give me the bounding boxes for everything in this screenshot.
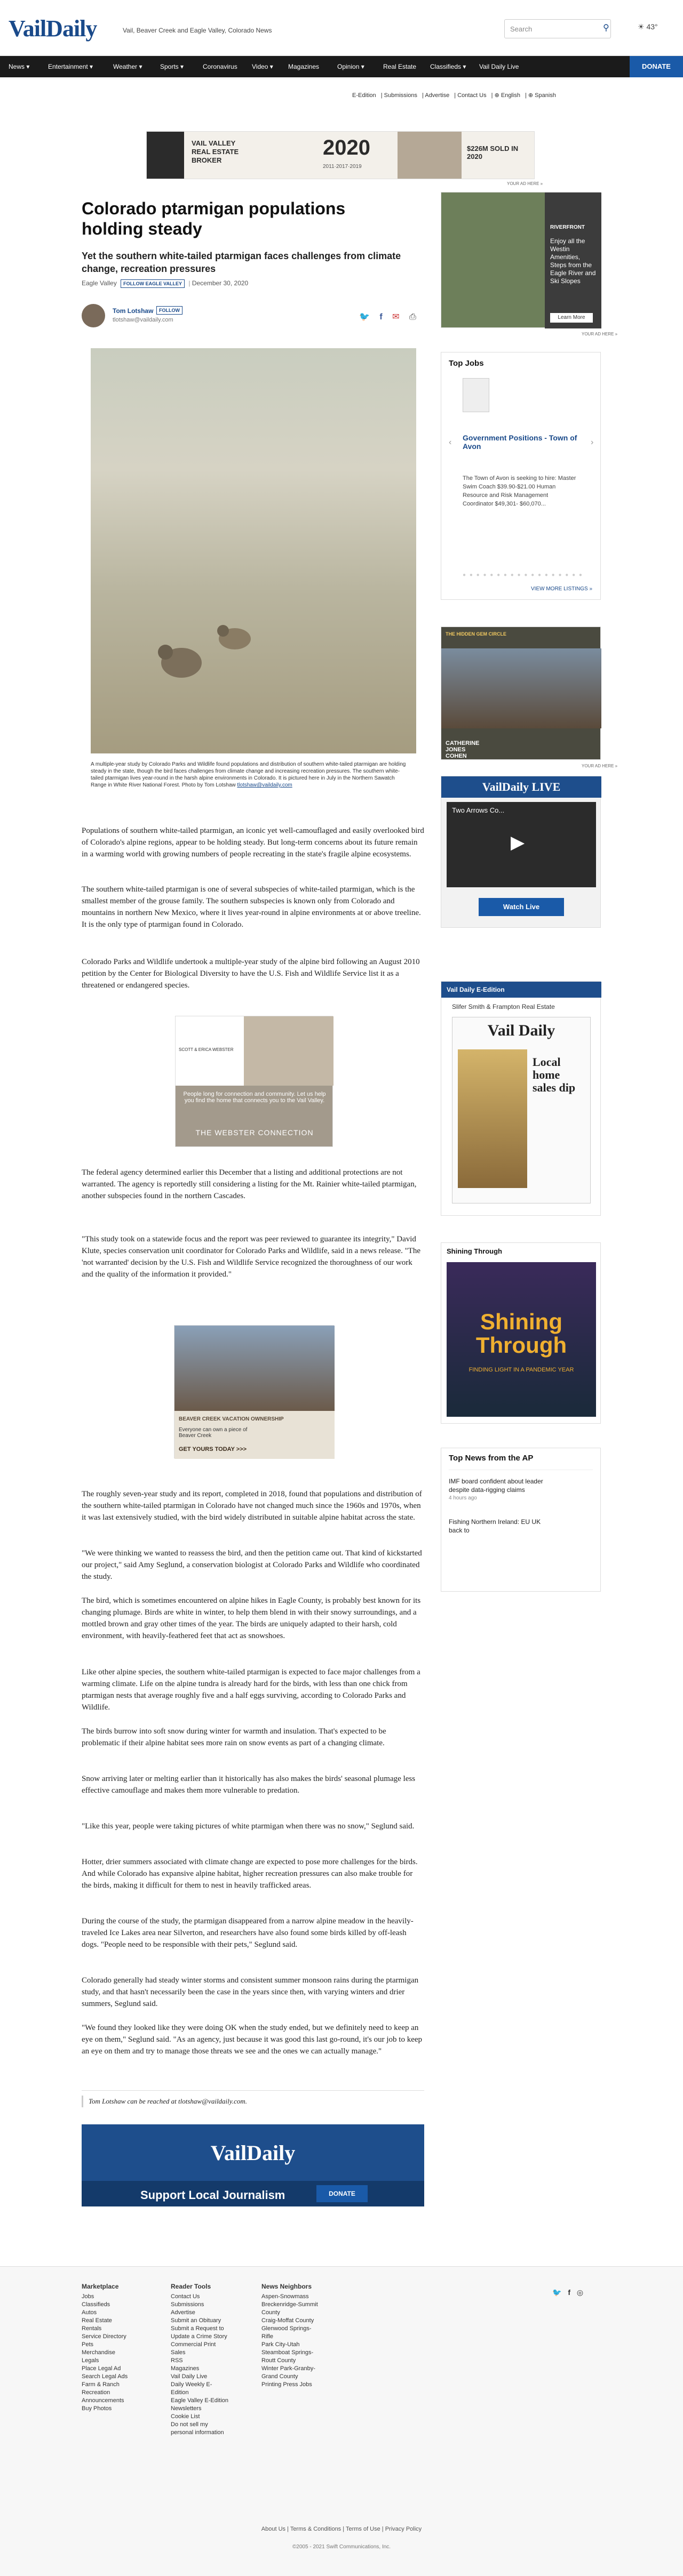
share-toolbar [359, 311, 424, 322]
article-paragraph: The southern white-tailed ptarmigan is one of several subspecies of white-tailed ptarmigan, which is the smallest member of the grouse family. The southern subspecies is known only from Colorado and mountains in northern New Mexico, where it lives year-round in alpine environments at or above treeline. It is the only type of ptarmigan found in Colorado. [82, 885, 421, 929]
section-link[interactable]: Eagle Valley [82, 279, 117, 287]
riverfront-text: Enjoy all the Westin Amenities, Steps from the Eagle River and Ski Slopes [550, 237, 596, 285]
footer-link[interactable]: Eagle Valley E-Edition [171, 2397, 229, 2404]
footer-link[interactable]: Winter Park-Granby-Grand County [261, 2365, 315, 2380]
instagram-icon[interactable]: ◎ [576, 2288, 584, 2297]
footer-link[interactable]: Craig-Moffat County [261, 2317, 314, 2324]
search-icon[interactable]: ⚲ [603, 23, 609, 33]
live-video-player[interactable] [447, 802, 596, 887]
photo-caption [91, 761, 411, 789]
util-link-spanish[interactable]: | ⊕ Spanish [525, 92, 556, 99]
article-section-line [82, 279, 248, 287]
ad-title: VAIL VALLEY REAL ESTATE BROKER [192, 139, 239, 164]
top-ad-banner[interactable] [146, 131, 535, 179]
sidebar-ad-label-2[interactable]: YOUR AD HERE » [582, 764, 618, 768]
site-footer [0, 2266, 683, 2576]
ad-years-sub: 2011·2017·2019 [323, 164, 362, 170]
footer-link[interactable]: Steamboat Springs-Routt County [261, 2349, 314, 2364]
util-link-english[interactable]: | ⊕ English [491, 92, 520, 99]
webster-title: THE WEBSTER CONNECTION [195, 1128, 314, 1137]
shining-through-widget [441, 1242, 601, 1424]
catherine-brand: CATHERINE JONES COHEN [446, 740, 480, 759]
footer-link[interactable]: Classifieds [82, 2301, 110, 2308]
follow-author-button[interactable]: FOLLOW [156, 306, 182, 315]
eedition-cover[interactable] [452, 1017, 591, 1203]
site-tagline: Vail, Beaver Creek and Eagle Valley, Colorado News [123, 27, 272, 34]
eedition-sponsor[interactable]: Slifer Smith & Frampton Real Estate [452, 1003, 555, 1010]
footer-link[interactable]: Search Legal Ads [82, 2373, 128, 2380]
eedition-widget [441, 981, 601, 1216]
shining-image-title: Shining Through [475, 1309, 567, 1358]
shining-title: Shining Through [447, 1247, 502, 1255]
footer-link[interactable]: Buy Photos [82, 2405, 112, 2412]
article-paragraph: During the course of the study, the ptarmigan disappeared from a narrow alpine meadow in the heavily-traveled Ice Lakes area near Silverton, and researchers have also found some birds killed by off-leash dogs. "People need to be responsible with their pets," Seglund said. [82, 1917, 414, 1949]
sidebar-ad-riverfront[interactable] [441, 192, 601, 328]
nav-item-coronavirus[interactable]: Coronavirus [203, 63, 237, 70]
caption-email[interactable]: tlotshaw@vaildaily.com [237, 782, 292, 788]
article-paragraph: Like other alpine species, the southern white-tailed ptarmigan is expected to face major challenges from a warming climate. Life on the alpine tundra is already hard for the birds, with less than one chick from ptarmigan nests that average roughly five and a half eggs surviving, according to Colorado Parks and Wildlife. [82, 1668, 420, 1712]
article-headline: Colorado ptarmigan populations holding steady [82, 199, 346, 238]
promo-text: Support Local Journalism [140, 2188, 285, 2202]
footer-link[interactable]: Recreation [82, 2389, 110, 2396]
riverfront-panel [545, 192, 601, 328]
article-hero-image[interactable] [91, 348, 416, 753]
article-date: December 30, 2020 [192, 279, 249, 287]
footer-heading: News Neighbors [261, 2283, 312, 2290]
author-name[interactable]: Tom Lotshaw [113, 307, 154, 315]
footer-bottom-links[interactable]: About Us | Terms & Conditions | Terms of Use | Privacy Policy [261, 2526, 422, 2532]
footer-link[interactable]: Newsletters [171, 2405, 202, 2412]
footer-link[interactable]: Autos [82, 2309, 97, 2316]
support-journalism-banner[interactable] [82, 2124, 424, 2206]
article-paragraph: The federal agency determined earlier this December that a listing and additional protections are not warranted. The agency is reportedly still considering a listing for the Mt. Rainier white-tailed ptarmigan, another subspecies found in the northern Cascades. [82, 1168, 417, 1200]
nav-item-sports[interactable]: Sports ▾ [160, 63, 184, 70]
util-link-contact[interactable]: | Contact Us [454, 92, 487, 99]
footer-link[interactable]: Jobs [82, 2293, 94, 2300]
promo-donate-button[interactable]: DONATE [316, 2185, 368, 2202]
footer-link[interactable]: Breckenridge-Summit County [261, 2301, 318, 2316]
footer-link[interactable]: Submissions [171, 2301, 204, 2308]
footer-link[interactable]: Rentals [82, 2325, 102, 2332]
article-subhead: Yet the southern white-tailed ptarmigan faces challenges from climate change, recreation pressures [82, 251, 401, 274]
webster-names: SCOTT & ERICA WEBSTER [179, 1047, 234, 1052]
carousel-dots[interactable]: ● ● ● ● ● ● ● ● ● ● ● ● ● ● ● ● ● ● [463, 572, 583, 578]
footer-col-reader-tools [171, 2283, 229, 2437]
article-paragraph: Populations of southern white-tailed ptarmigan, an iconic yet well-camouflaged and easily overlooked bird of Colorado's alpine regions, appear to be holding steady. But long-term concerns about its future remain in a warming world with growing numbers of people recreating in the state's fragile alpine ecosystems. [82, 826, 424, 858]
eedition-cover-photo [458, 1049, 527, 1188]
ad-year: 2020 [323, 136, 370, 159]
footer-col-marketplace [82, 2283, 128, 2413]
nav-item-vail-daily-live[interactable]: Vail Daily Live [479, 63, 519, 70]
ap-title: Top News from the AP [449, 1454, 534, 1463]
beaver-creek-photo [174, 1326, 335, 1411]
beaver-creek-ad[interactable] [174, 1325, 334, 1458]
nav-item-entertainment[interactable]: Entertainment ▾ [48, 63, 93, 70]
footer-copyright: ©2005 - 2021 Swift Communications, Inc. [292, 2544, 391, 2550]
footer-link[interactable]: Farm & Ranch [82, 2381, 120, 2388]
job-title[interactable]: Government Positions - Town of Avon [463, 434, 577, 451]
article-paragraph: The bird, which is sometimes encountered on alpine hikes in Eagle County, is probably best known for its changing plumage. Birds are white in winter, to help them blend in with their snowy surroundings, and a mottled brown and gray other times of the year. The birds are uniquely adapted to their harsh, cold environment, with heavily-feathered feet that act as snowshoes. [82, 1596, 421, 1640]
ap-headline: Fishing Northern Ireland: EU UK back to [449, 1518, 541, 1534]
play-icon[interactable]: ▶ [511, 832, 525, 853]
webster-photo [244, 1016, 333, 1086]
nav-item-real-estate[interactable]: Real Estate [383, 63, 417, 70]
ad-label[interactable]: YOUR AD HERE » [507, 181, 543, 186]
catherine-ad-photo [441, 648, 601, 728]
footer-link[interactable]: RSS [171, 2357, 183, 2364]
footer-link[interactable]: Announcements [82, 2397, 124, 2404]
author-avatar[interactable] [82, 304, 105, 327]
live-video-title: Two Arrows Co... [452, 806, 505, 814]
vail-daily-live-widget [441, 776, 601, 928]
footer-link[interactable]: Pets [82, 2341, 94, 2348]
nav-item-video[interactable]: Video ▾ [252, 63, 273, 70]
article-paragraph: The birds burrow into soft snow during winter for warmth and insulation. That's expected to be problematic if their alpine habitat sees more rain on snow events as part of a changing climate. [82, 1727, 386, 1747]
nav-item-news[interactable]: News ▾ [9, 63, 30, 70]
article-paragraph: Snow arriving later or melting earlier than it historically has also makes the birds' seasonal plumage less effective camouflage and makes them more vulnerable to predation. [82, 1775, 416, 1795]
utility-links [352, 92, 559, 99]
footer-link[interactable]: Contact Us [171, 2293, 200, 2300]
print-icon[interactable]: ⎙ [409, 312, 416, 322]
webster-tagline: People long for connection and community. Let us help you find the home that connects you to the Vail Valley. [183, 1091, 326, 1104]
eedition-headline: Local home sales dip [533, 1055, 576, 1094]
footer-link[interactable]: Cookie List [171, 2413, 200, 2420]
beaver-line: Everyone can own a piece of Beaver Creek [179, 1427, 248, 1439]
footer-link[interactable]: Glenwood Springs-Rifle [261, 2325, 312, 2340]
footer-heading: Marketplace [82, 2283, 119, 2290]
footer-link[interactable]: Do not sell my personal information [171, 2421, 224, 2436]
facebook-icon[interactable]: f [379, 312, 383, 322]
top-jobs-title: Top Jobs [449, 359, 484, 368]
ad-badge [147, 132, 184, 179]
footer-link[interactable]: Legals [82, 2357, 99, 2364]
sidebar-ad-catherine[interactable] [441, 627, 601, 760]
twitter-icon[interactable]: 🐦 [359, 312, 370, 322]
carousel-next-icon[interactable]: › [591, 438, 594, 447]
main-nav [0, 56, 683, 77]
footer-link[interactable]: Submit a Request to Update a Crime Story [171, 2325, 227, 2340]
shining-image[interactable] [447, 1262, 596, 1417]
beaver-brand: BEAVER CREEK VACATION OWNERSHIP [179, 1416, 284, 1422]
webster-ad[interactable] [175, 1016, 333, 1147]
author-contact-note: Tom Lotshaw can be reached at tlotshaw@vaildaily.com. [82, 2096, 424, 2107]
util-link-eedition[interactable]: E-Edition [352, 92, 376, 99]
job-thumbnail[interactable] [463, 378, 489, 412]
eedition-title: Vail Daily E-Edition [441, 982, 601, 998]
article-paragraph: The roughly seven-year study and its report, completed in 2018, found that populations and distribution of the southern white-tailed ptarmigan in Colorado have not changed much since the 1960s and 1970s, when it was last extensively studied, with the bird widely distributed in suitable alpine habitat across the state. [82, 1490, 422, 1522]
sidebar-ad-label[interactable]: YOUR AD HERE » [582, 332, 618, 336]
weather-temp: 43° [646, 22, 658, 31]
footer-link[interactable]: Merchandise [82, 2349, 115, 2356]
nav-item-classifieds[interactable]: Classifieds ▾ [430, 63, 466, 70]
footer-link[interactable]: Vail Daily Live [171, 2373, 208, 2380]
author-email[interactable]: tlotshaw@vaildaily.com [113, 317, 173, 323]
article-paragraph: "We were thinking we wanted to reassess the bird, and then the petition came out. That kind of kickstarted our project," said Amy Seglund, a conservation biologist at Colorado Parks and Wildlife who coordinated the study. [82, 1549, 422, 1581]
job-description: The Town of Avon is seeking to hire: Master Swim Coach $39.90-$21.00 Human Resource and Risk Management Coordinator $49,301- $60,070... [463, 475, 576, 507]
article-paragraph: Colorado generally had steady winter storms and consistent summer monsoon rains during the ptarmigan study, and that hasn't necessarily been the case in the years since then, with varying winters and drier summers, Seglund said. [82, 1976, 419, 2008]
webster-ad-text-panel [176, 1016, 244, 1086]
nav-item-magazines[interactable]: Magazines [288, 63, 320, 70]
site-header [0, 0, 683, 56]
ap-news-widget [441, 1448, 601, 1592]
donate-button[interactable]: DONATE [630, 56, 683, 77]
footer-link[interactable]: Real Estate [82, 2317, 112, 2324]
ap-time: 4 hours ago [449, 1495, 477, 1501]
follow-section-button[interactable]: FOLLOW EAGLE VALLEY [121, 279, 185, 288]
article-paragraph: "We found they looked like they were doing OK when the study ended, but we definitely need to keep an eye on them," Seglund said. "As an agency, just because it was good this last go-round, it's our job to keep an eye on them and try to manage those threats we see and the ones we can actually manage." [82, 2024, 423, 2056]
promo-strip [82, 2181, 424, 2206]
article-paragraph: Colorado Parks and Wildlife undertook a multiple-year study of the alpine bird following an August 2010 petition by the Center for Biological Diversity to have the U.S. Fish and Wildlife Service list it as a threatened or endangered species. [82, 958, 420, 990]
footer-link[interactable]: Service Directory [82, 2333, 126, 2340]
ad-sold: $226M SOLD IN 2020 [467, 145, 519, 161]
view-more-listings-link[interactable]: VIEW MORE LISTINGS » [531, 586, 593, 592]
byline [82, 304, 424, 334]
date-separator: | [188, 279, 190, 287]
twitter-icon[interactable]: 🐦 [552, 2288, 562, 2297]
weather-widget[interactable]: ☀ 43° [638, 22, 658, 31]
live-logo: VailDaily LIVE [441, 776, 601, 798]
footer-col-news-neighbors [261, 2283, 320, 2389]
nav-item-opinion[interactable]: Opinion ▾ [337, 63, 364, 70]
article-paragraph: Hotter, drier summers associated with climate change are expected to pose more challenges for the birds. And while Colorado has expansive alpine habitat, higher recreation pressures can also make trouble for the birds, making it difficult for them to nest in heavily trafficked areas. [82, 1858, 418, 1890]
article-divider [82, 2090, 424, 2091]
ad-photo [398, 132, 462, 179]
beaver-creek-text-panel [174, 1411, 335, 1459]
footer-link[interactable]: Printing Press Jobs [261, 2381, 312, 2388]
footer-link[interactable]: Daily Weekly E-Edition [171, 2381, 212, 2396]
footer-link[interactable]: Park City-Utah [261, 2341, 300, 2348]
top-jobs-widget [441, 352, 601, 600]
beaver-cta[interactable]: GET YOURS TODAY >>> [179, 1446, 247, 1452]
facebook-icon[interactable]: f [568, 2288, 570, 2297]
catherine-ad-text: THE HIDDEN GEM CIRCLE [446, 631, 507, 637]
article-paragraph: "Like this year, people were taking pictures of white ptarmigan when there was no snow," Seglund said. [82, 1822, 415, 1831]
footer-link[interactable]: Submit an Obituary [171, 2317, 221, 2324]
footer-link[interactable]: Aspen-Snowmass [261, 2293, 309, 2300]
article-paragraph: "This study took on a statewide focus and the report was peer reviewed to guarantee its integrity," David Klute, species conservation unit coordinator for Colorado Parks and Wildlife, said in a news release. "The 'not warranted' decision by the U.S. Fish and Wildlife Service recognized the thoroughness of our work and the quality of the information it provided." [82, 1235, 421, 1279]
ap-item[interactable] [449, 1518, 545, 1535]
footer-link[interactable]: Magazines [171, 2365, 200, 2372]
promo-logo: VailDaily [210, 2141, 296, 2165]
carousel-prev-icon[interactable]: ‹ [449, 438, 452, 447]
nav-item-weather[interactable]: Weather ▾ [113, 63, 142, 70]
watch-live-button[interactable]: Watch Live [479, 898, 564, 916]
footer-link[interactable]: Commercial Print Sales [171, 2341, 216, 2356]
ap-item[interactable] [449, 1477, 545, 1503]
util-link-advertise[interactable]: | Advertise [422, 92, 450, 99]
site-logo[interactable]: VailDaily [9, 15, 97, 42]
ap-headline: IMF board confident about leader despite data-rigging claims [449, 1478, 543, 1494]
caption-text: A multiple-year study by Colorado Parks and Wildlife found populations and distribution of southern white-tailed ptarmigan are holding steady in the state, though the bird faces challenges from climate change and increasing recreation pressures. The southern white-tailed ptarmigan lives year-round in the harsh alpine environments in Colorado. It is pictured here in July in the Northern Sawatch Range in White River National Forest. Photo by Tom Lotshaw [91, 761, 406, 788]
footer-heading: Reader Tools [171, 2283, 211, 2290]
util-link-submissions[interactable]: | Submissions [380, 92, 417, 99]
ptarmigan-photo [91, 348, 416, 753]
footer-social-icons [552, 2288, 583, 2297]
riverfront-brand: RIVERFRONT [550, 224, 585, 230]
email-icon[interactable]: ✉ [392, 312, 400, 322]
footer-link[interactable]: Advertise [171, 2309, 195, 2316]
footer-link[interactable]: Place Legal Ad [82, 2365, 121, 2372]
riverfront-cta[interactable]: Learn More [550, 313, 593, 323]
shining-image-sub: FINDING LIGHT IN A PANDEMIC YEAR [468, 1367, 574, 1373]
search-input[interactable]: Search [504, 19, 611, 38]
eedition-paper-logo: Vail Daily [487, 1022, 555, 1039]
